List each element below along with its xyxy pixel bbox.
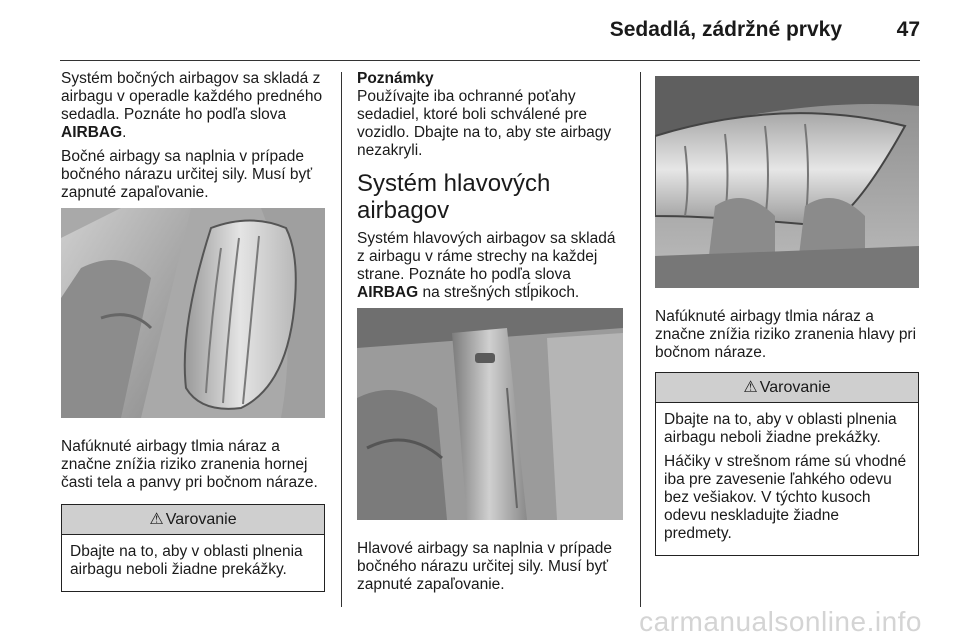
warning-text: Háčiky v strešnom ráme sú vhodné iba pre zavesenie ľahkého odevu bez vešiakov. V týchto kusoch odevu neskladujte žiadne predmety.: [664, 453, 907, 542]
warning-body: [62, 535, 324, 591]
page-number: 47: [896, 18, 920, 41]
notes-text: Používajte iba ochranné poťahy sedadiel, ktoré boli schválené pre vozidlo. Dbajte na to, aby ste airbagy nezakryli.: [357, 88, 612, 159]
column-divider: [640, 72, 641, 607]
notes-title: Poznámky: [357, 70, 434, 87]
curtain-inflated-caption: Nafúknuté airbagy tlmia náraz a značne znížia riziko zranenia hlavy pri bočnom náraze.: [655, 308, 917, 361]
column-3: [655, 70, 921, 556]
warning-header: ⚠ Varovanie: [62, 505, 324, 535]
curtain-airbag-intro: Systém hlavových airbagov sa skladá z airbagu v ráme strechy na každej strane. Poznáte ho podľa slova AIRBAG na strešných stĺpikoch.: [357, 230, 616, 301]
warning-text: Dbajte na to, aby v oblasti plnenia airbagu neboli žiadne prekážky.: [664, 411, 897, 446]
header-divider: [60, 60, 920, 61]
page-header: [0, 0, 960, 64]
warning-box: [61, 504, 325, 592]
column-2: [357, 70, 625, 600]
warning-triangle-icon: ⚠: [743, 379, 758, 396]
side-airbag-intro: Systém bočných airbagov sa skladá z airbagu v operadle každého predného sedadla. Poznáte ho podľa slova AIRBAG.: [61, 70, 323, 141]
side-airbag-caption: Nafúknuté airbagy tlmia náraz a značne znížia riziko zranenia hornej časti tela a panvy pri bočnom náraze.: [61, 438, 318, 491]
roof-pillar-illustration: [357, 308, 625, 520]
section-heading: Systém hlavových airbagov: [357, 170, 551, 224]
warning-body: [656, 403, 918, 555]
column-divider: [341, 72, 342, 607]
side-airbag-illustration: [61, 208, 326, 418]
curtain-airbag-illustration: [655, 76, 921, 288]
watermark: carmanualsonline.info: [639, 606, 922, 637]
column-1: [61, 70, 326, 592]
curtain-airbag-caption: Hlavové airbagy sa naplnia v prípade bočného nárazu určitej sily. Musí byť zapnuté zapaľovanie.: [357, 540, 613, 593]
warning-header: ⚠ Varovanie: [656, 373, 918, 403]
warning-box: [655, 372, 919, 556]
warning-triangle-icon: ⚠: [149, 511, 164, 528]
side-airbag-deploy-text: Bočné airbagy sa naplnia v prípade bočného nárazu určitej sily. Musí byť zapnuté zapaľovanie.: [61, 148, 313, 201]
warning-text: Dbajte na to, aby v oblasti plnenia airbagu neboli žiadne prekážky.: [70, 543, 303, 578]
page-title: Sedadlá, zádržné prvky: [609, 18, 842, 41]
